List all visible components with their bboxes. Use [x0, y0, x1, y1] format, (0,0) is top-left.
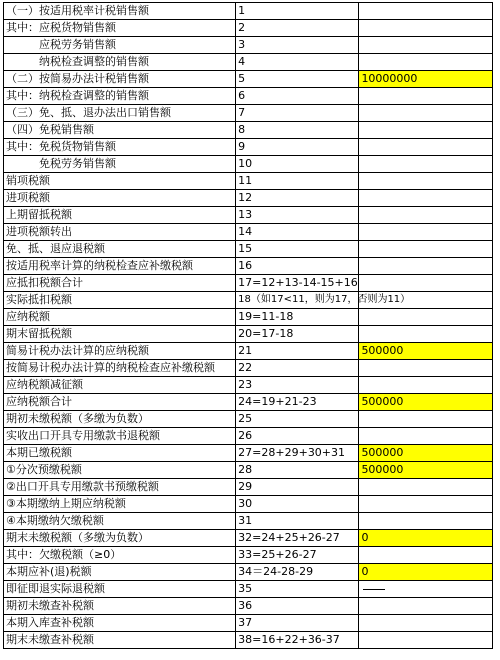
item-cell: 按简易计税办法计算的纳税检查应补缴税额 — [4, 360, 236, 377]
table-row — [4, 360, 493, 377]
vat-return-table — [3, 2, 493, 649]
table-row — [4, 428, 493, 445]
table-row — [4, 615, 493, 632]
line-number-cell: 19=11-18 — [236, 309, 359, 326]
item-cell: 期初未缴查补税额 — [4, 598, 236, 615]
table-row — [4, 71, 493, 88]
amount-cell: 10000000 — [359, 71, 493, 88]
amount-cell — [359, 156, 493, 173]
table-row — [4, 122, 493, 139]
item-cell: （一）按适用税率计税销售额 — [4, 3, 236, 20]
table-row — [4, 462, 493, 479]
item-cell: （四）免税销售额 — [4, 122, 236, 139]
table-row — [4, 496, 493, 513]
table-row — [4, 411, 493, 428]
item-cell: 简易计税办法计算的应纳税额 — [4, 343, 236, 360]
table-row — [4, 309, 493, 326]
item-cell: 其中：纳税检查调整的销售额 — [4, 88, 236, 105]
item-cell: 期初未缴税额（多缴为负数） — [4, 411, 236, 428]
amount-cell — [359, 275, 493, 292]
table-row — [4, 547, 493, 564]
item-cell: 进项税额 — [4, 190, 236, 207]
item-cell: ④本期缴纳欠缴税额 — [4, 513, 236, 530]
line-number-cell: 35 — [236, 581, 359, 598]
line-number-cell: 24=19+21-23 — [236, 394, 359, 411]
line-number-cell: 17=12+13-14-15+16 — [236, 275, 359, 292]
amount-cell — [359, 581, 493, 598]
table-row — [4, 632, 493, 649]
table-row — [4, 241, 493, 258]
line-number-cell: 20=17-18 — [236, 326, 359, 343]
amount-cell — [359, 122, 493, 139]
amount-cell — [359, 37, 493, 54]
table-row — [4, 394, 493, 411]
item-cell: 应税劳务销售额 — [4, 37, 236, 54]
item-cell: 实际抵扣税额 — [4, 292, 236, 309]
item-cell: 期末未缴税额（多缴为负数） — [4, 530, 236, 547]
line-number-cell: 15 — [236, 241, 359, 258]
amount-cell — [359, 632, 493, 649]
amount-cell: 500000 — [359, 462, 493, 479]
line-number-cell: 21 — [236, 343, 359, 360]
table-row — [4, 326, 493, 343]
line-number-cell: 32=24+25+26-27 — [236, 530, 359, 547]
line-number-cell: 31 — [236, 513, 359, 530]
item-cell: ①分次预缴税额 — [4, 462, 236, 479]
table-row — [4, 598, 493, 615]
table-row — [4, 445, 493, 462]
amount-cell — [359, 3, 493, 20]
line-number-cell: 37 — [236, 615, 359, 632]
table-row — [4, 54, 493, 71]
table-row — [4, 530, 493, 547]
table-row — [4, 343, 493, 360]
table-row — [4, 139, 493, 156]
item-cell: 其中：应税货物销售额 — [4, 20, 236, 37]
line-number-cell: 4 — [236, 54, 359, 71]
table-row — [4, 173, 493, 190]
item-cell: （三）免、抵、退办法出口销售额 — [4, 105, 236, 122]
item-cell: （二）按简易办法计税销售额 — [4, 71, 236, 88]
table-row — [4, 224, 493, 241]
amount-cell — [359, 326, 493, 343]
line-number-cell: 3 — [236, 37, 359, 54]
table-row — [4, 479, 493, 496]
amount-cell — [359, 598, 493, 615]
line-number-cell: 22 — [236, 360, 359, 377]
line-number-cell: 8 — [236, 122, 359, 139]
line-number-cell: 30 — [236, 496, 359, 513]
item-cell: 其中：欠缴税额（≥0） — [4, 547, 236, 564]
item-cell: 上期留抵税额 — [4, 207, 236, 224]
line-number-cell: 26 — [236, 428, 359, 445]
table-body — [4, 3, 493, 649]
line-number-cell: 10 — [236, 156, 359, 173]
line-number-cell: 28 — [236, 462, 359, 479]
line-number-cell: 38=16+22+36-37 — [236, 632, 359, 649]
table-row — [4, 377, 493, 394]
line-number-cell: 13 — [236, 207, 359, 224]
item-cell: 本期应补(退)税额 — [4, 564, 236, 581]
item-cell: 本期入库查补税额 — [4, 615, 236, 632]
amount-cell: 0 — [359, 564, 493, 581]
line-number-cell: 34＝24-28-29 — [236, 564, 359, 581]
table-row — [4, 513, 493, 530]
line-number-cell: 5 — [236, 71, 359, 88]
amount-cell — [359, 479, 493, 496]
item-cell: 按适用税率计算的纳税检查应补缴税额 — [4, 258, 236, 275]
item-cell: 销项税额 — [4, 173, 236, 190]
line-number-cell: 33=25+26-27 — [236, 547, 359, 564]
line-number-cell: 27=28+29+30+31 — [236, 445, 359, 462]
table-row — [4, 190, 493, 207]
amount-cell — [359, 615, 493, 632]
table-row — [4, 207, 493, 224]
table-row — [4, 258, 493, 275]
amount-cell — [359, 190, 493, 207]
amount-cell — [359, 241, 493, 258]
table-row — [4, 275, 493, 292]
line-number-cell: 2 — [236, 20, 359, 37]
line-number-cell: 11 — [236, 173, 359, 190]
amount-cell — [359, 207, 493, 224]
amount-cell: 500000 — [359, 343, 493, 360]
amount-cell — [359, 54, 493, 71]
item-cell: 纳税检查调整的销售额 — [4, 54, 236, 71]
amount-cell — [359, 377, 493, 394]
item-cell: 其中：免税货物销售额 — [4, 139, 236, 156]
amount-cell — [359, 309, 493, 326]
item-cell: 本期已缴税额 — [4, 445, 236, 462]
amount-cell — [359, 139, 493, 156]
amount-cell — [359, 88, 493, 105]
amount-cell — [359, 20, 493, 37]
line-number-cell: 1 — [236, 3, 359, 20]
item-cell: 应纳税额 — [4, 309, 236, 326]
table-row — [4, 564, 493, 581]
table-row — [4, 88, 493, 105]
table-row — [4, 20, 493, 37]
item-cell: ③本期缴纳上期应纳税额 — [4, 496, 236, 513]
item-cell: 应抵扣税额合计 — [4, 275, 236, 292]
amount-cell: 500000 — [359, 445, 493, 462]
line-number-cell: 29 — [236, 479, 359, 496]
item-cell: 进项税额转出 — [4, 224, 236, 241]
dash-mark — [363, 589, 385, 590]
table-row — [4, 292, 493, 309]
item-cell: 应纳税额合计 — [4, 394, 236, 411]
line-number-cell: 36 — [236, 598, 359, 615]
amount-cell — [359, 547, 493, 564]
line-number-cell: 14 — [236, 224, 359, 241]
item-cell: 应纳税额减征额 — [4, 377, 236, 394]
amount-cell — [359, 224, 493, 241]
line-number-cell: 6 — [236, 88, 359, 105]
amount-cell — [359, 105, 493, 122]
table-row — [4, 105, 493, 122]
amount-cell — [359, 428, 493, 445]
line-number-cell: 7 — [236, 105, 359, 122]
table-row — [4, 37, 493, 54]
amount-cell — [359, 173, 493, 190]
amount-cell — [359, 360, 493, 377]
amount-cell — [359, 496, 493, 513]
line-number-cell: 23 — [236, 377, 359, 394]
item-cell: 实收出口开具专用缴款书退税额 — [4, 428, 236, 445]
line-number-cell: 18（如17<11，则为17，否则为11） — [236, 292, 359, 309]
table-row — [4, 581, 493, 598]
item-cell: 即征即退实际退税额 — [4, 581, 236, 598]
amount-cell — [359, 258, 493, 275]
line-number-cell: 12 — [236, 190, 359, 207]
line-number-cell: 9 — [236, 139, 359, 156]
line-number-cell: 25 — [236, 411, 359, 428]
table-row — [4, 3, 493, 20]
amount-cell: 500000 — [359, 394, 493, 411]
item-cell: 期末未缴查补税额 — [4, 632, 236, 649]
table-row — [4, 156, 493, 173]
item-cell: 免税劳务销售额 — [4, 156, 236, 173]
item-cell: ②出口开具专用缴款书预缴税额 — [4, 479, 236, 496]
item-cell: 期末留抵税额 — [4, 326, 236, 343]
amount-cell — [359, 513, 493, 530]
line-number-cell: 16 — [236, 258, 359, 275]
amount-cell — [359, 411, 493, 428]
item-cell: 免、抵、退应退税额 — [4, 241, 236, 258]
amount-cell: 0 — [359, 530, 493, 547]
